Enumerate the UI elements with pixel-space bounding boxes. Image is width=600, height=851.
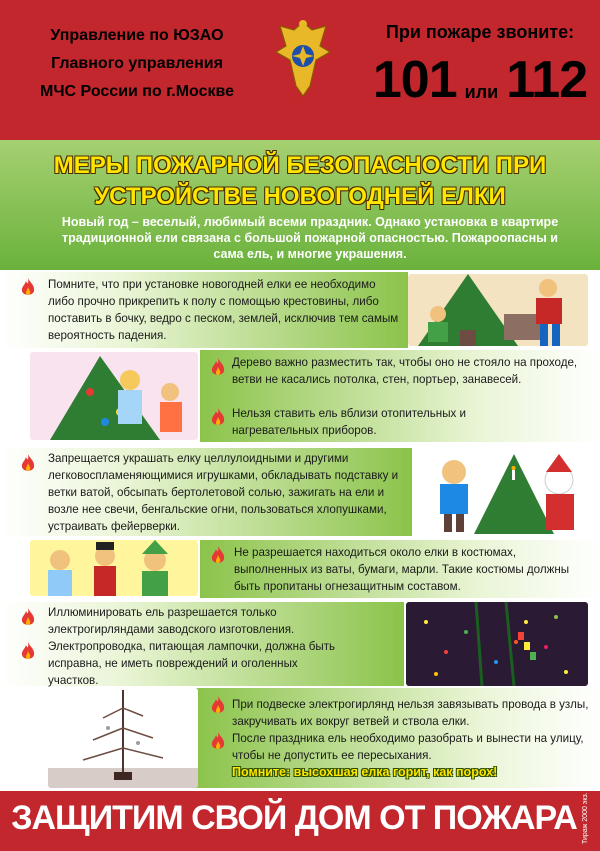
fire-icon [210, 408, 226, 428]
fire-icon [210, 696, 226, 716]
section-2 [0, 350, 600, 442]
section-6-text-2: После праздника ель необходимо разобрать и вынести на улицу, чтобы не допустить ее пересыхания. [232, 732, 584, 762]
section-2-text-2: Нельзя ставить ель вблизи отопительных и нагревательных приборов. [232, 407, 467, 437]
emergency-numbers [370, 50, 590, 110]
candles-and-santa-image [414, 450, 588, 534]
title-line-2: УСТРОЙСТВЕ НОВОГОДНЕЙ ЕЛКИ [94, 183, 506, 210]
fire-icon [20, 608, 36, 628]
section-5-text-2: Электропроводка, питающая лампочки, должна быть исправна, не иметь повреждений и оголенных участков. [48, 640, 336, 687]
footer-slogan: ЗАЩИТИМ СВОЙ ДОМ ОТ ПОЖАРА [11, 799, 577, 837]
or-word: или [464, 82, 499, 103]
print-info: Тираж 2000 экз. [582, 792, 589, 844]
mchs-emblem [272, 16, 334, 100]
section-1 [0, 272, 600, 348]
fire-icon [20, 278, 36, 298]
fire-icon [210, 358, 226, 378]
main-title [0, 150, 600, 212]
org-line-2: Главного управления [51, 55, 223, 72]
section-2-text-1: Дерево важно разместить так, чтобы оно не стояло на проходе, ветви не касались потолка, стен, портьер, занавесей. [232, 356, 578, 386]
garland-lights-image [406, 602, 588, 686]
section-3 [0, 448, 600, 536]
section-4 [0, 540, 600, 598]
fire-icon [210, 732, 226, 752]
fire-icon [20, 642, 36, 662]
intro-text: Новый год – веселый, любимый всеми праздник. Однако установка в квартире традиционной ели связана с большой пожарной опасностью. Пожароопасны и сама ель, и многие украшения. [61, 215, 559, 261]
tree-installation-image [408, 274, 588, 346]
costumes-image [30, 540, 198, 596]
title-line-1: МЕРЫ ПОЖАРНОЙ БЕЗОПАСНОСТИ ПРИ [53, 152, 547, 179]
children-decorating-image [30, 352, 198, 440]
emergency-number-101: 101 [372, 51, 457, 109]
section-5-text-1: Иллюминировать ель разрешается только электрогирляндами заводского изготовления. [48, 606, 295, 636]
section-5 [0, 602, 600, 686]
call-title: При пожаре звоните: [385, 22, 575, 42]
org-line-3: МЧС России по г.Москве [39, 83, 235, 100]
organization-name [22, 22, 252, 106]
org-line-1: Управление по ЮЗАО [50, 27, 224, 44]
section-4-text: Не разрешается находиться около елки в костюмах, выполненных из ваты, бумаги, марли. Такие костюмы должны быть пропитаны огнезащитным составом. [234, 546, 570, 593]
emergency-number-112: 112 [506, 51, 588, 109]
fire-icon [210, 546, 226, 566]
fire-icon [20, 454, 36, 474]
section-6-text-1: При подвеске электрогирлянд нельзя завязывать провода в узлы, закручивать их вокруг ветвей и ствола елки. [232, 698, 589, 728]
dry-tree-image [48, 688, 198, 788]
warning-text: Помните: высохшая елка горит, как порох! [232, 765, 498, 779]
section-3-text: Запрещается украшать елку целлулоидными и другими легковоспламеняющимися игрушками, обкладывать подставку и ветки ватой, обсыпать бертолетовой солью, зажигать на ели и возле нее свечи, бенгальские огни, пользоваться хлопушками, устраивать фейерверки. [48, 452, 399, 533]
section-1-text: Помните, что при установке новогодней елки ее необходимо либо прочно прикрепить к полу с помощью крестовины, либо поставить в бочку, ведро с песком, землей, исключив тем самым вероятность падения. [48, 278, 399, 342]
